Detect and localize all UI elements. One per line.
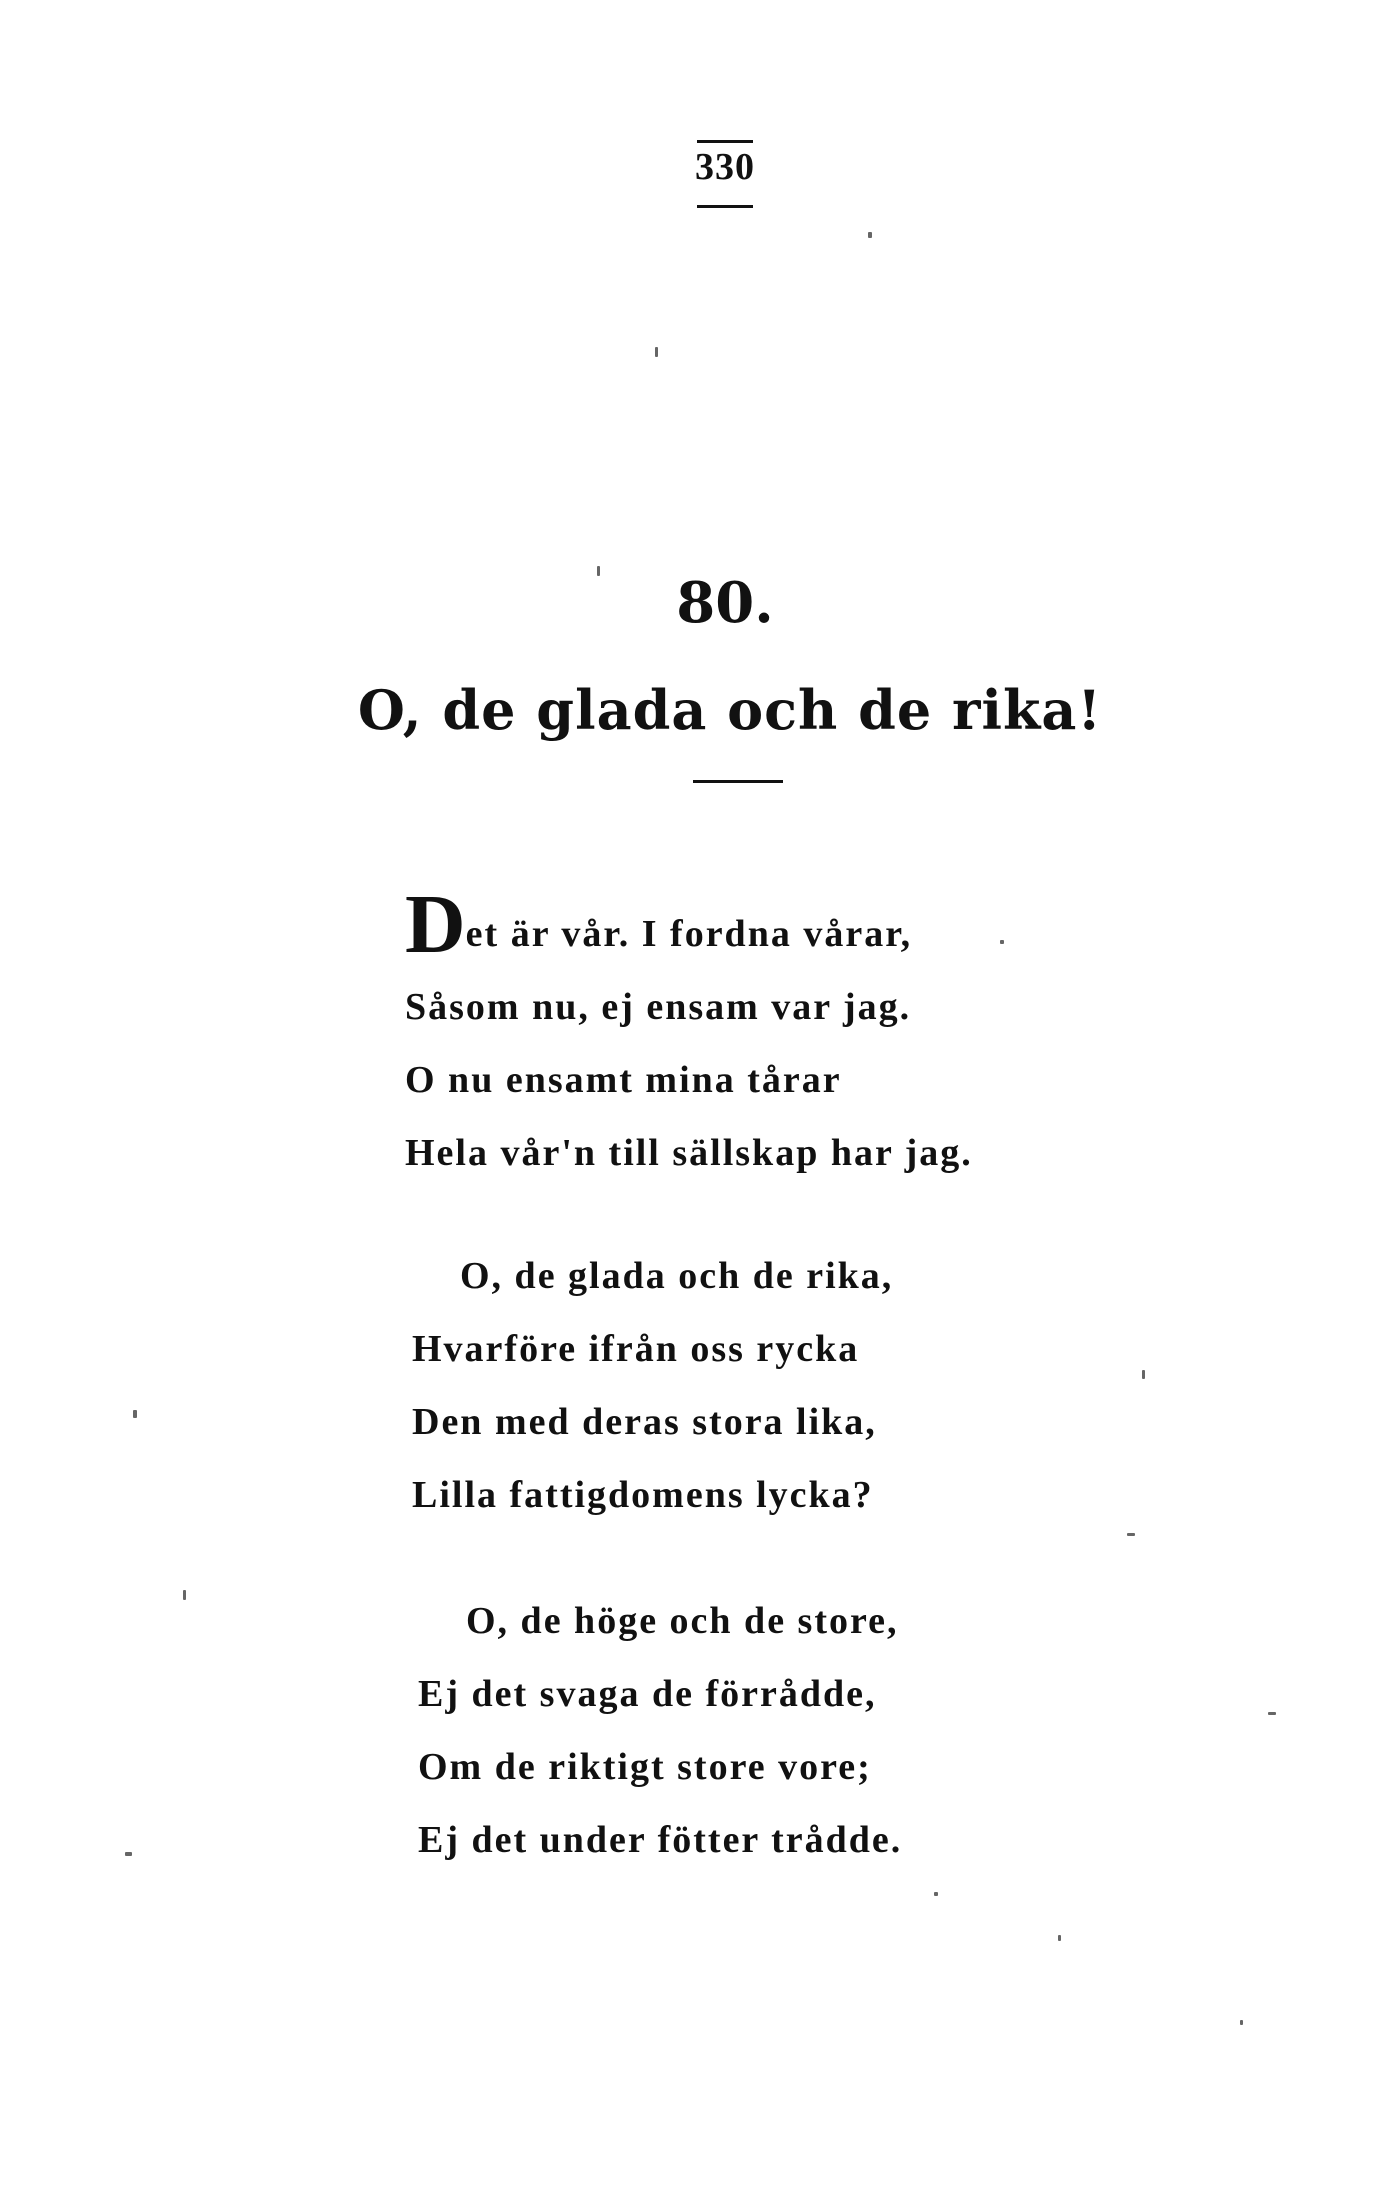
scan-speck (655, 347, 658, 357)
stanza-2 (412, 1240, 893, 1532)
page-number-rule-top (697, 140, 753, 143)
title-divider (693, 780, 783, 783)
drop-cap: D (405, 878, 466, 971)
scan-speck (133, 1410, 137, 1418)
page-number-rule-bottom (697, 205, 753, 208)
scan-speck (1240, 2020, 1243, 2025)
stanza-line: Den med deras stora lika, (412, 1401, 877, 1443)
scan-speck (1268, 1712, 1276, 1715)
scan-speck (1142, 1370, 1145, 1379)
poem-number: 80. (676, 570, 774, 636)
stanza-line: Hvarföre ifrån oss rycka (412, 1328, 860, 1370)
page-number: 330 (695, 146, 755, 188)
stanza-line: Om de riktigt store vore; (418, 1746, 872, 1788)
scan-speck (1058, 1935, 1061, 1941)
stanza-line: O, de höge och de store, (466, 1600, 899, 1642)
stanza-line: Ej det svaga de förrådde, (418, 1673, 877, 1715)
scan-speck (183, 1590, 186, 1600)
scan-speck (1000, 940, 1004, 944)
scan-speck (868, 232, 872, 238)
scan-speck (1127, 1533, 1135, 1536)
stanza-3 (418, 1585, 902, 1877)
stanza-line: O, de glada och de rika, (460, 1255, 894, 1297)
stanza-line: Lilla fattigdomens lycka? (412, 1474, 874, 1516)
stanza-1 (405, 878, 973, 1190)
scan-speck (597, 566, 600, 576)
stanza-line-text: et är vår. I fordna vårar, (465, 913, 913, 955)
poem-title: O, de glada och de rika! (357, 678, 1103, 742)
stanza-line: Såsom nu, ej ensam var jag. (405, 986, 912, 1028)
stanza-line: O nu ensamt mina tårar (405, 1059, 842, 1101)
stanza-line: Hela vår'n till sällskap har jag. (405, 1132, 973, 1174)
scan-speck (934, 1892, 938, 1896)
scan-speck (125, 1852, 132, 1856)
stanza-line: Ej det under fötter trådde. (418, 1819, 903, 1861)
stanza-line (405, 878, 973, 971)
